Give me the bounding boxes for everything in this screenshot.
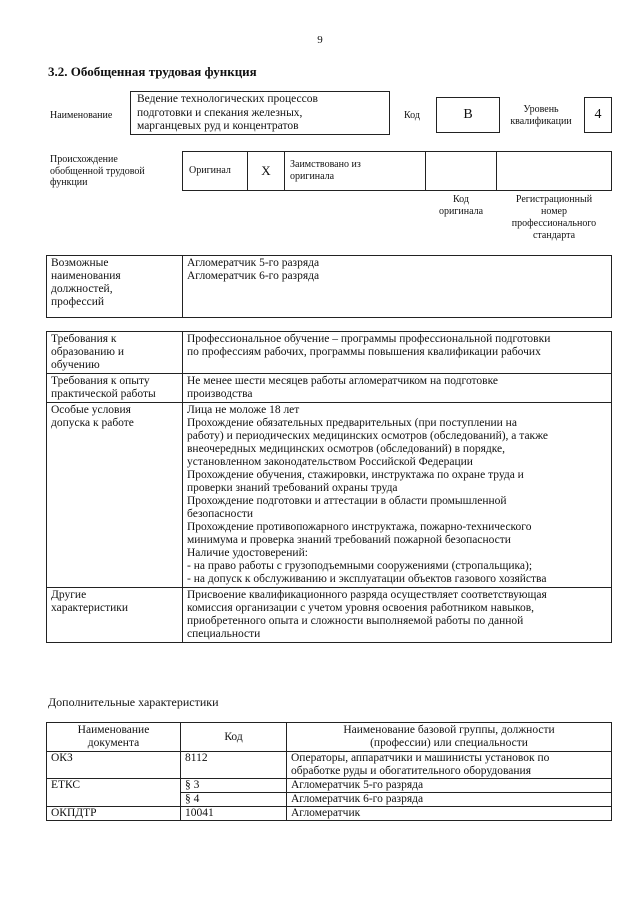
reg-caption-line: номер	[541, 206, 567, 217]
requirement-line: Прохождение обязательных предварительных (при поступлении на	[187, 417, 517, 429]
doc-cell: ОКПДТР	[47, 807, 181, 821]
page-number: 9	[317, 34, 323, 46]
requirement-line: безопасности	[187, 508, 254, 520]
group-name-line: обработке руды и обогатительного оборудования	[291, 765, 532, 777]
requirement-label-line: Особые условия	[51, 404, 131, 416]
requirement-line: Лица не моложе 18 лет	[187, 404, 300, 416]
positions-row	[47, 256, 612, 318]
requirement-row	[47, 403, 612, 588]
requirement-line: Прохождение обучения, стажировки, инструктажа по охране труда и	[187, 469, 524, 481]
code-caption-line: оригинала	[438, 206, 484, 217]
requirement-label-line: образованию и	[51, 346, 124, 358]
original-label: Оригинал	[182, 151, 248, 191]
additional-title: Дополнительные характеристики	[48, 695, 219, 709]
level-value: 4	[584, 97, 612, 133]
origin-label-line: функции	[50, 177, 88, 188]
group-name-line: Операторы, аппаратчики и машинисты установок по	[291, 752, 550, 764]
header-code: Код	[181, 723, 287, 752]
position-value: Агломератчик 6-го разряда	[187, 270, 320, 282]
code-value: B	[436, 97, 500, 133]
requirements-table	[46, 331, 612, 643]
level-label-line: Уровень	[523, 104, 559, 115]
original-code-cell	[425, 151, 497, 191]
table-row	[47, 752, 612, 779]
group-name-cell: Агломератчик 5-го разряда	[287, 779, 612, 793]
header-group-name	[287, 723, 612, 752]
requirement-label-line: Требования к	[51, 333, 117, 345]
group-name-cell	[287, 752, 612, 779]
table-row	[47, 779, 612, 793]
requirement-line: по профессиям рабочих, программы повышения квалификации рабочих	[187, 346, 541, 358]
requirement-row	[47, 332, 612, 374]
requirement-line: Профессиональное обучение – программы профессиональной подготовки	[187, 333, 551, 345]
name-value-box	[130, 91, 390, 135]
reg-caption-line: профессионального	[511, 218, 597, 229]
position-value: Агломератчик 5-го разряда	[187, 257, 320, 269]
level-label-line: квалификации	[510, 116, 572, 127]
origin-label-line: обобщенной трудовой	[50, 165, 145, 177]
name-value-line: марганцевых руд и концентратов	[137, 120, 299, 132]
requirement-label-line: практической работы	[51, 388, 156, 400]
requirement-value	[183, 588, 612, 643]
code-cell: § 4	[181, 793, 287, 807]
requirement-row	[47, 374, 612, 403]
table-row	[47, 807, 612, 821]
requirement-label-line: обучению	[51, 359, 100, 371]
requirement-label	[47, 374, 183, 403]
header-document	[47, 723, 181, 752]
name-label: Наименование	[50, 110, 113, 121]
requirement-row	[47, 588, 612, 643]
requirement-value	[183, 374, 612, 403]
origin-label-line: Происхождение	[50, 154, 118, 165]
code-cell: § 3	[181, 779, 287, 793]
positions-label	[47, 256, 183, 318]
requirement-label-line: Требования к опыту	[51, 375, 150, 387]
requirement-line: установленном законодательством Российской Федерации	[187, 456, 473, 468]
positions-label-line: наименования	[51, 270, 121, 282]
requirement-line: приобретенного опыта и сложности выполняемой работы по данной	[187, 615, 524, 627]
requirement-line: Прохождение подготовки и аттестации в области промышленной	[187, 495, 507, 507]
requirement-value	[183, 332, 612, 374]
header-line: документа	[87, 737, 140, 749]
requirement-label-line: допуска к работе	[51, 417, 134, 429]
reg-caption	[496, 194, 612, 242]
original-mark: X	[247, 151, 285, 191]
requirement-line: специальности	[187, 628, 261, 640]
code-cell: 8112	[181, 752, 287, 779]
requirement-line: минимума и проверка знаний требований пожарной безопасности	[187, 534, 511, 546]
header-line: Наименование	[77, 724, 150, 736]
requirement-line: Прохождение противопожарного инструктажа, пожарно-технического	[187, 521, 532, 533]
code-label: Код	[404, 110, 420, 121]
requirement-label-line: Другие	[51, 589, 87, 601]
additional-table	[46, 722, 612, 821]
requirement-label	[47, 332, 183, 374]
doc-cell: ОКЗ	[47, 752, 181, 779]
requirement-line: Наличие удостоверений:	[187, 547, 308, 559]
requirement-line: работу) и периодических медицинских осмотров (обследований), а также	[187, 430, 549, 442]
borrowed-label-line: Заимствовано из	[290, 159, 361, 170]
doc-cell: ЕТКС	[47, 779, 181, 807]
requirement-line: - на допуск к обслуживанию и эксплуатации объектов газового хозяйства	[187, 573, 547, 585]
positions-label-line: Возможные	[51, 257, 109, 269]
code-caption	[425, 194, 497, 218]
requirement-line: производства	[187, 388, 253, 400]
registration-number-cell	[496, 151, 612, 191]
positions-table	[46, 255, 612, 318]
group-name-cell: Агломератчик	[287, 807, 612, 821]
requirement-line: Не менее шести месяцев работы агломератчиком на подготовке	[187, 375, 499, 387]
requirement-value	[183, 403, 612, 588]
positions-label-line: должностей,	[51, 283, 113, 295]
requirement-label	[47, 403, 183, 588]
borrowed-label-line: оригинала	[290, 171, 335, 182]
requirement-line: комиссия организации с учетом уровня освоения работником навыков,	[187, 602, 535, 614]
header-line: (профессии) или специальности	[370, 737, 528, 749]
requirement-line: проверки знаний требований охраны труда	[187, 482, 398, 494]
group-name-cell: Агломератчик 6-го разряда	[287, 793, 612, 807]
requirement-line: - на право работы с грузоподъемными сооружениями (стропальщика);	[187, 560, 533, 572]
code-caption-line: Код	[453, 194, 469, 205]
level-label	[503, 104, 579, 128]
origin-label	[50, 154, 145, 189]
positions-label-line: профессий	[51, 296, 105, 308]
name-value-line: подготовки и спекания железных,	[137, 106, 303, 119]
reg-caption-line: Регистрационный	[515, 194, 593, 205]
requirement-label	[47, 588, 183, 643]
name-value-line: Ведение технологических процессов	[137, 93, 318, 105]
requirement-line: внеочередных медицинских осмотров (обследований) в порядке,	[187, 443, 506, 455]
requirement-label-line: характеристики	[51, 602, 129, 614]
borrowed-label	[284, 151, 426, 191]
code-cell: 10041	[181, 807, 287, 821]
reg-caption-line: стандарта	[532, 230, 576, 241]
positions-values	[183, 256, 612, 318]
requirement-line: Присвоение квалификационного разряда осуществляет соответствующая	[187, 589, 547, 601]
section-title: 3.2. Обобщенная трудовая функция	[48, 64, 257, 79]
additional-header-row	[47, 723, 612, 752]
header-line: Наименование базовой группы, должности	[343, 724, 555, 736]
